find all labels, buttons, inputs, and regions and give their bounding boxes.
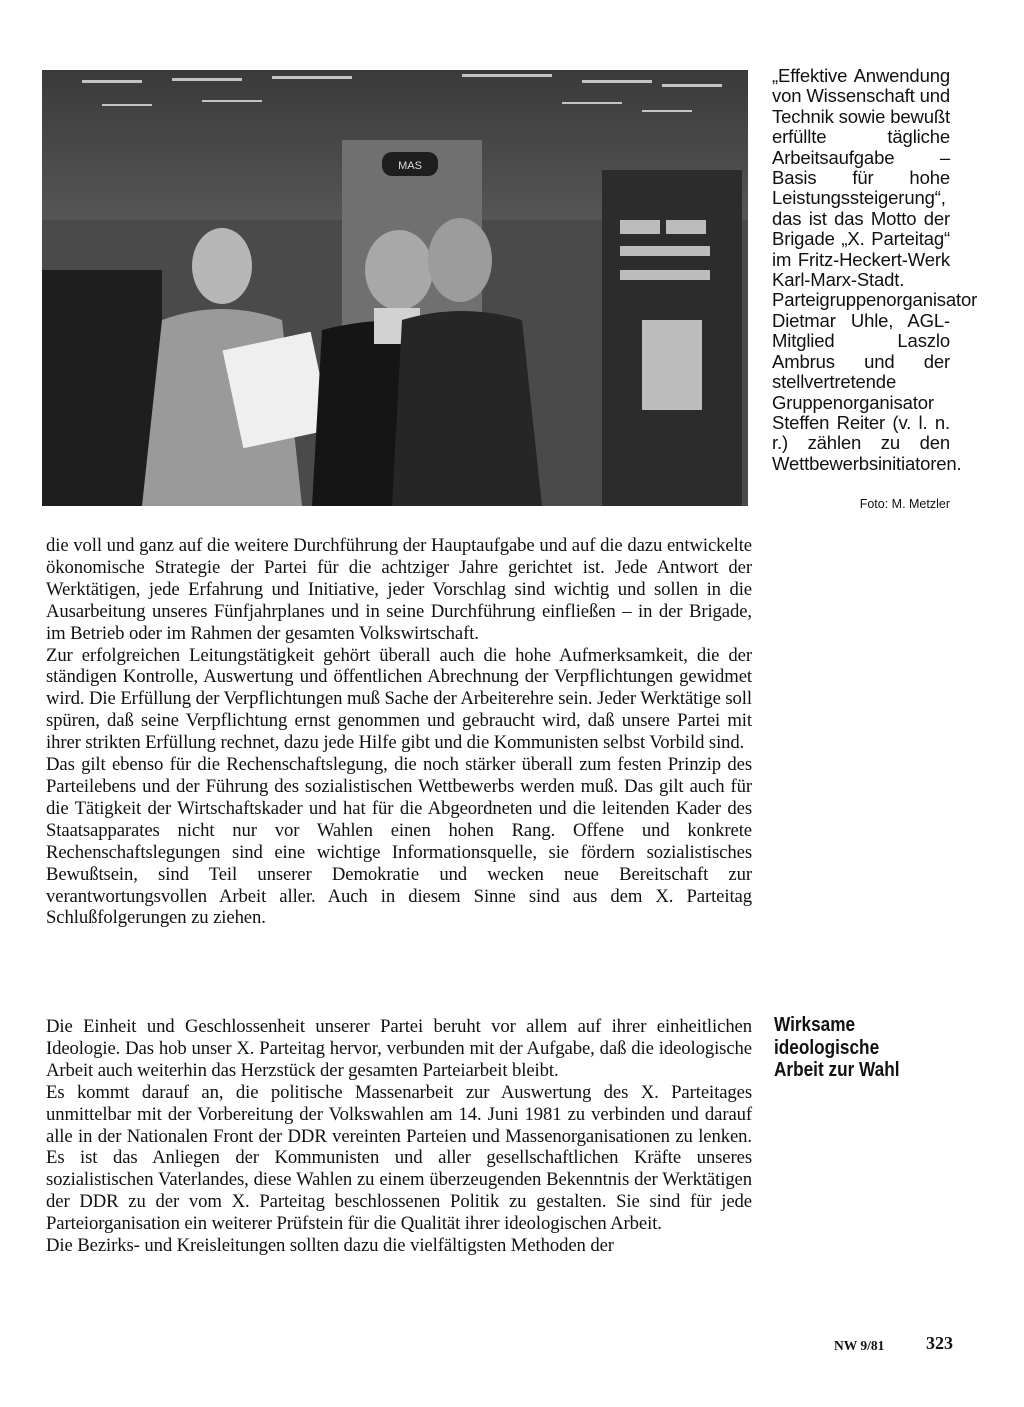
article-block-1 (46, 535, 752, 929)
factory-workers-photo (42, 70, 748, 506)
machine-label: MAS (398, 160, 422, 172)
paragraph: Das gilt ebenso für die Rechenschaftslegung, die noch stärker überall zum festen Prinzip des Parteilebens und der Führung des sozialistischen Wettbewerbs werden muß. Das gilt auch für die Tätigkeit der Wirtschaftskader und hat für die Abgeordneten und die leitenden Kader des Staatsapparates nicht nur vor Wahlen einen hohen Rang. Offene und konkrete Rechenschaftslegungen sind eine wichtige Informationsquelle, sie fördern sozialistisches Bewußtsein, sind Teil unserer Demokratie und wecken neue Bereitschaft zur verantwortungsvollen Arbeit aller. Auch in diesem Sinne sind aus dem X. Parteitag Schlußfolgerungen zu ziehen. (46, 754, 752, 929)
side-heading-line: Arbeit zur Wahl (774, 1059, 900, 1081)
photo-caption (772, 65, 978, 474)
page-number: 323 (926, 1333, 953, 1353)
article-block-2 (46, 1016, 752, 1257)
side-heading (774, 1014, 929, 1082)
paragraph: die voll und ganz auf die weitere Durchführung der Hauptaufgabe und auf die dazu entwickelte ökonomische Strategie der Partei für die achtziger Jahre gerichtet ist. Jede Antwort der Werktätigen, jede Erfahrung und Initiative, jeder Vorschlag sind wichtig und sollen in die Ausarbeitung unseres Fünfjahrplanes und in seine Durchführung einfließen – in der Brigade, im Betrieb oder im Rahmen der gesamten Volkswirtschaft. (46, 535, 752, 644)
paragraph: Zur erfolgreichen Leitungstätigkeit gehört überall auch die hohe Aufmerksamkeit, die der ständigen Kontrolle, Auswertung und öffentlichen Abrechnung der Verpflichtungen gewidmet wird. Die Erfüllung der Verpflichtungen muß Sache der Arbeiterehre sein. Jeder Werktätige soll spüren, daß seine Verpflichtung ernst genommen und gebraucht wird, daß unsere Partei mit ihrer strikten Erfüllung rechnet, dazu jede Hilfe gibt und die Kommunisten selbst Vorbild sind. (46, 644, 752, 754)
side-heading-line: Wirksame (774, 1014, 856, 1036)
paragraph: Die Bezirks- und Kreisleitungen sollten dazu die vielfältigsten Methoden der (46, 1235, 614, 1257)
photo-credit: Foto: M. Metzler (859, 497, 950, 511)
issue-label: NW 9/81 (834, 1338, 885, 1353)
caption-text: „Effektive Anwendung von Wissenschaft und Technik sowie bewußt erfüllte tägliche Arbeitsaufgabe – Basis für hohe Leistungssteigerung“, das ist das Motto der Brigade „X. Parteitag“ im Fritz-Heckert-Werk Karl-Marx-Stadt. Parteigruppenorganisator Dietmar Uhle, AGL-Mitglied Laszlo Ambrus und der stellvertretende Gruppenorganisator Steffen Reiter (v. l. n. r.) zählen zu den Wettbewerbsinitiatoren. (772, 65, 978, 474)
article-photo (42, 70, 748, 506)
paragraph: Die Einheit und Geschlossenheit unserer Partei beruht vor allem auf ihrer einheitlichen Ideologie. Das hob unser X. Parteitag hervor, verbunden mit der Aufgabe, daß die ideologische Arbeit auch weiterhin das Herzstück der gesamten Parteiarbeit bleibt. (46, 1016, 752, 1081)
paragraph: Es kommt darauf an, die politische Massenarbeit zur Auswertung des X. Parteitages unmittelbar mit der Vorbereitung der Volkswahlen am 14. Juni 1981 zu verbinden und darauf alle in der Nationalen Front der DDR vereinten Parteien und Massenorganisationen zu lenken. Es ist das Anliegen der Kommunisten und aller gesellschaftlichen Kräfte unseres sozialistischen Vaterlandes, diese Wahlen zu einem überzeugenden Bekenntnis der Werktätigen der DDR zu der vom X. Parteitag beschlossenen Politik zu gestalten. Sie sind für jede Parteiorganisation ein weiterer Prüfstein für die Qualität ihrer ideologischen Arbeit. (46, 1081, 752, 1235)
side-heading-line: ideologische (774, 1036, 880, 1059)
